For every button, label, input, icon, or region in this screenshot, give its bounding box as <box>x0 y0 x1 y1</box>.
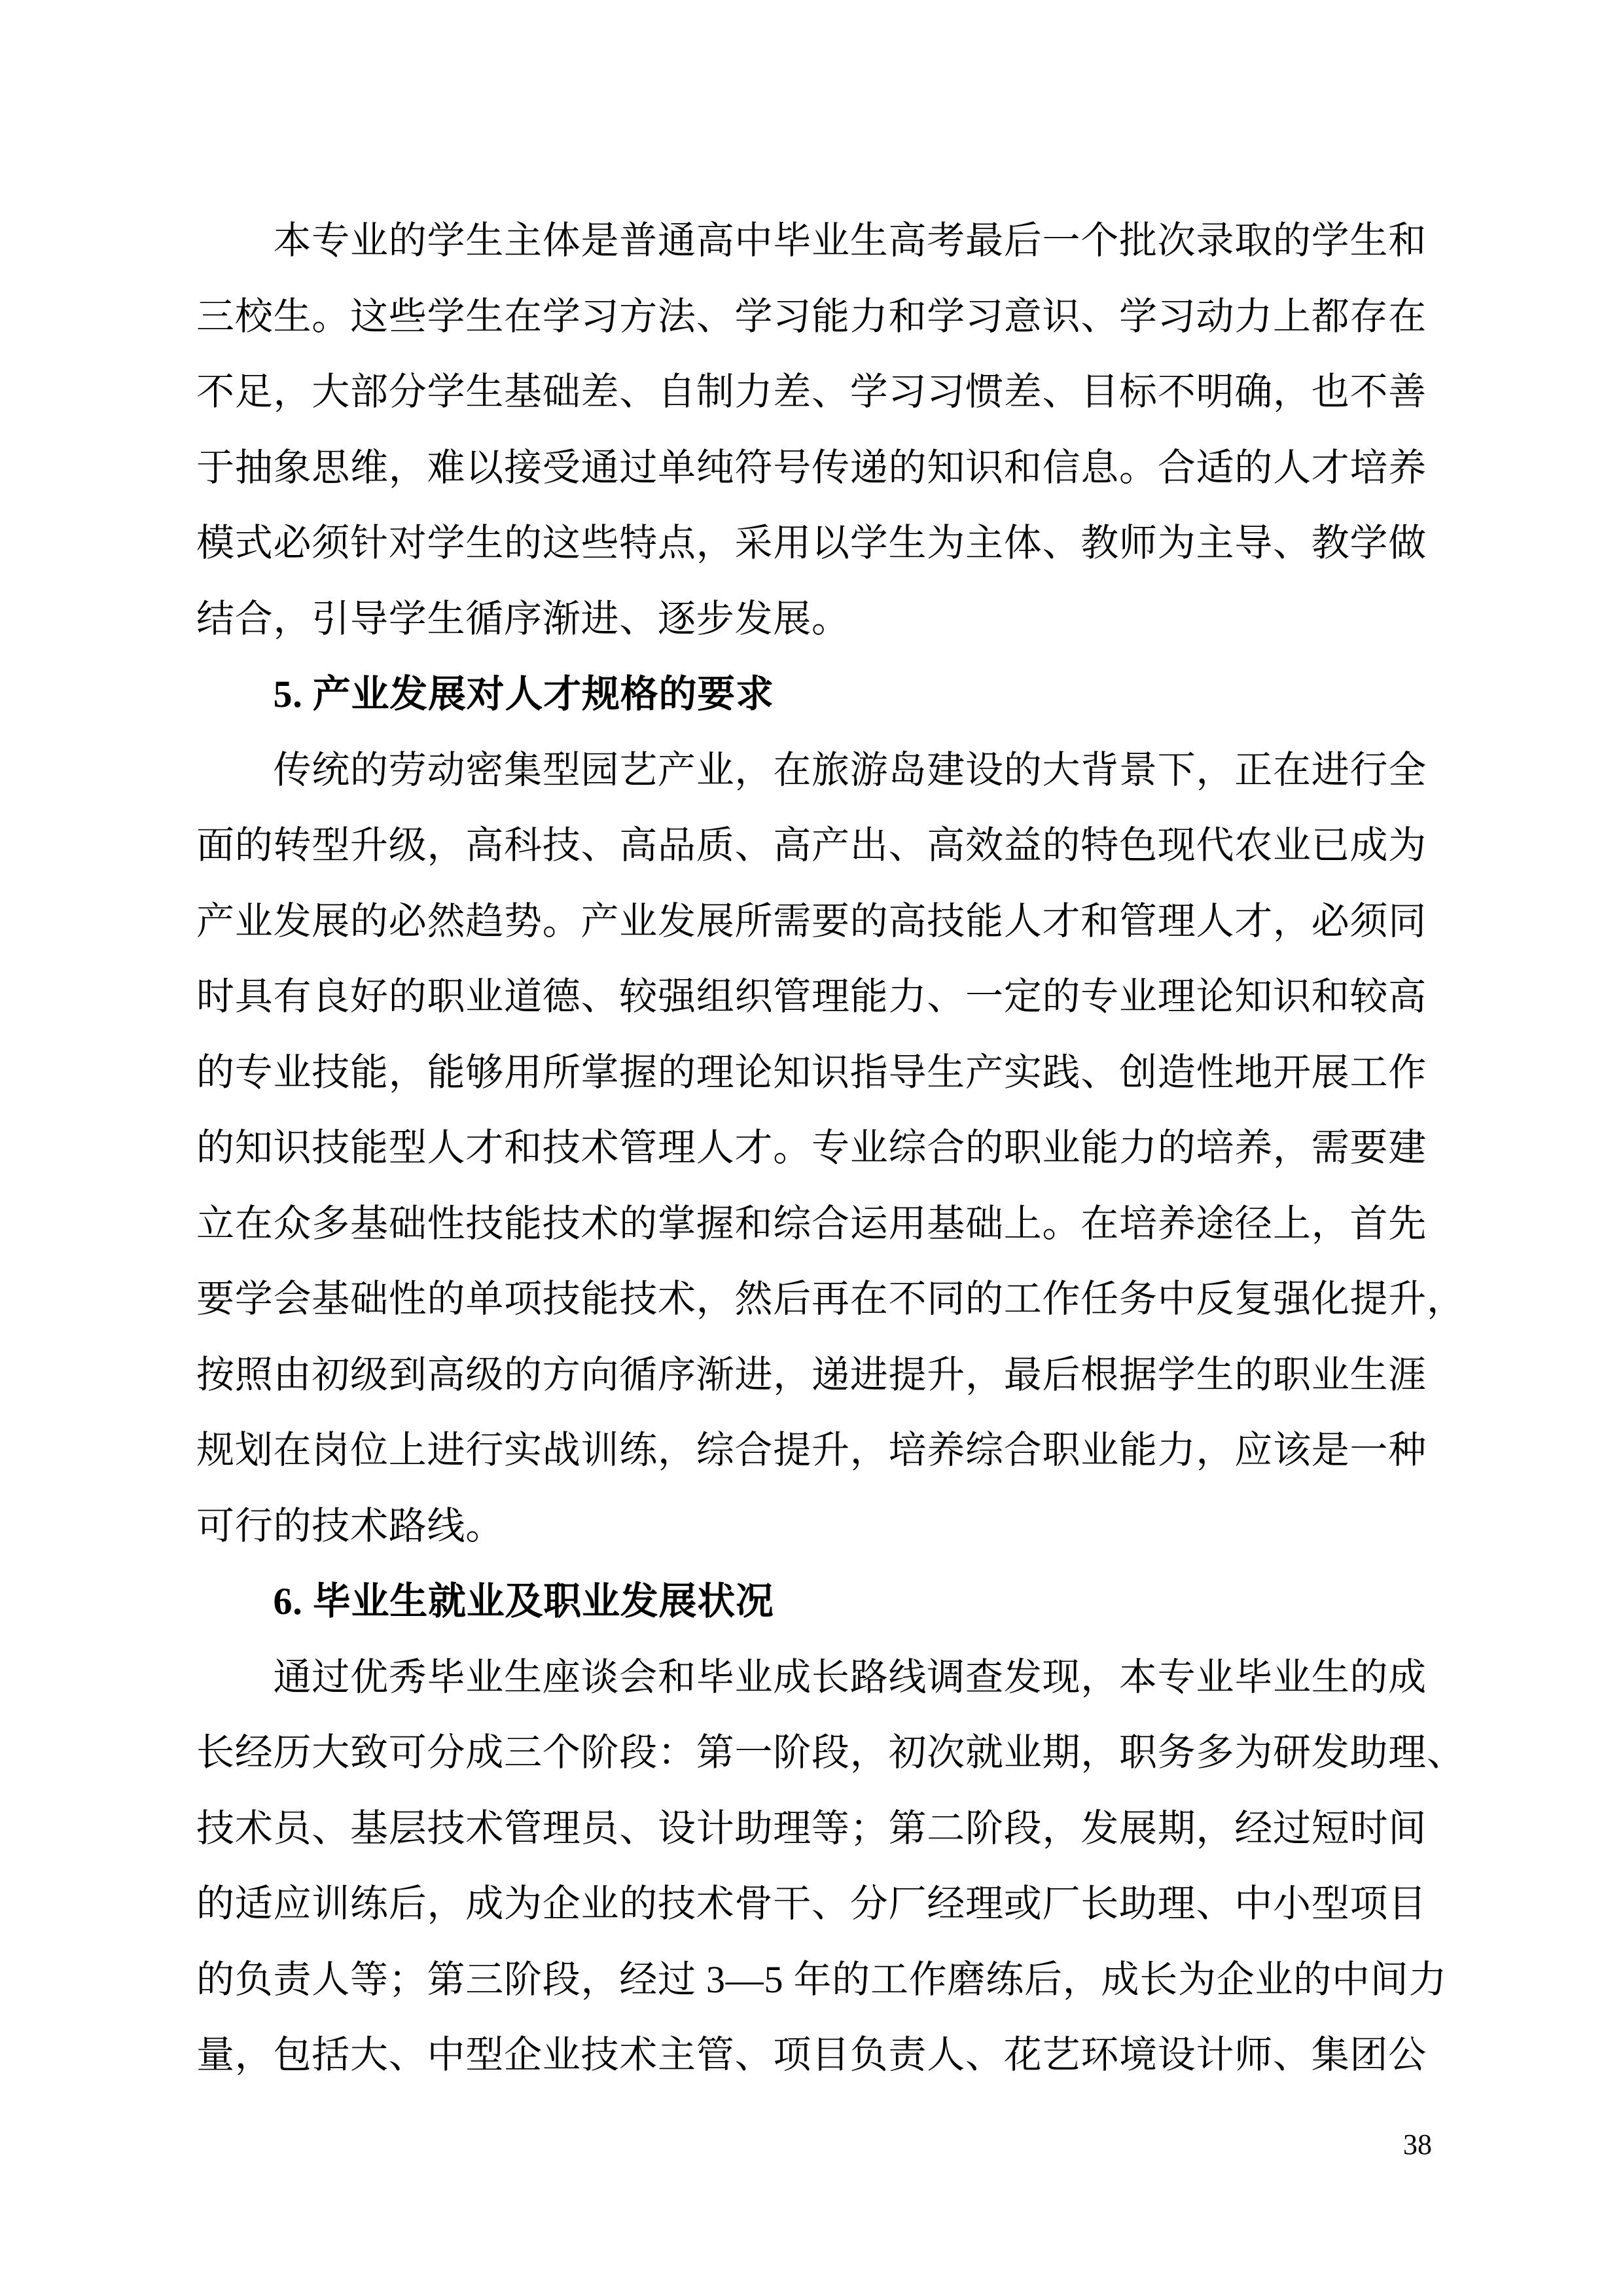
paragraph-line: 三校生。这些学生在学习方法、学习能力和学习意识、学习动力上都存在 <box>196 295 1427 338</box>
paragraph-line: 不足，大部分学生基础差、自制力差、学习习惯差、目标不明确，也不善 <box>196 370 1427 413</box>
paragraph-line: 量，包括大、中型企业技术主管、项目负责人、花艺环境设计师、集团公 <box>196 2034 1427 2076</box>
paragraph-line: 通过优秀毕业生座谈会和毕业成长路线调查发现，本专业毕业生的成 <box>273 1655 1427 1698</box>
paragraph-line: 模式必须针对学生的这些特点，采用以学生为主体、教师为主导、教学做 <box>196 522 1427 564</box>
paragraph-line: 产业发展的必然趋势。产业发展所需要的高技能人才和管理人才，必须同 <box>196 899 1427 942</box>
paragraph-line: 的负责人等；第三阶段，经过 3—5 年的工作磨练后，成长为企业的中间力 <box>196 1958 1448 2001</box>
section-heading-5: 5. 产业发展对人才规格的要求 <box>273 673 774 715</box>
section-heading-6: 6. 毕业生就业及职业发展状况 <box>273 1580 774 1623</box>
paragraph-line: 传统的劳动密集型园艺产业，在旅游岛建设的大背景下，正在进行全 <box>273 748 1427 791</box>
paragraph-line: 于抽象思维，难以接受通过单纯符号传递的知识和信息。合适的人才培养 <box>196 446 1427 489</box>
paragraph-line: 长经历大致可分成三个阶段：第一阶段，初次就业期，职务多为研发助理、 <box>196 1731 1465 1774</box>
paragraph-line: 本专业的学生主体是普通高中毕业生高考最后一个批次录取的学生和 <box>273 219 1427 262</box>
paragraph-line: 的知识技能型人才和技术管理人才。专业综合的职业能力的培养，需要建 <box>196 1126 1427 1169</box>
paragraph-line: 的专业技能，能够用所掌握的理论知识指导生产实践、创造性地开展工作 <box>196 1050 1427 1094</box>
paragraph-line: 要学会基础性的单项技能技术，然后再在不同的工作任务中反复强化提升， <box>196 1278 1465 1320</box>
paragraph-line: 的适应训练后，成为企业的技术骨干、分厂经理或厂长助理、中小型项目 <box>196 1882 1427 1925</box>
paragraph-line: 规划在岗位上进行实战训练，综合提升，培养综合职业能力，应该是一种 <box>196 1429 1427 1471</box>
paragraph-line: 时具有良好的职业道德、较强组织管理能力、一定的专业理论知识和较高 <box>196 975 1427 1018</box>
page-number: 38 <box>1403 2128 1432 2161</box>
paragraph-line: 按照由初级到高级的方向循序渐进，递进提升，最后根据学生的职业生涯 <box>196 1353 1427 1396</box>
paragraph-line: 可行的技术路线。 <box>196 1504 505 1547</box>
paragraph-line: 立在众多基础性技能技术的掌握和综合运用基础上。在培养途径上，首先 <box>196 1202 1427 1245</box>
paragraph-line: 结合，引导学生循序渐进、逐步发展。 <box>196 597 850 640</box>
paragraph-line: 技术员、基层技术管理员、设计助理等；第二阶段，发展期，经过短时间 <box>196 1806 1427 1850</box>
document-body <box>196 203 1465 2093</box>
paragraph-line: 面的转型升级，高科技、高品质、高产出、高效益的特色现代农业已成为 <box>196 824 1427 867</box>
